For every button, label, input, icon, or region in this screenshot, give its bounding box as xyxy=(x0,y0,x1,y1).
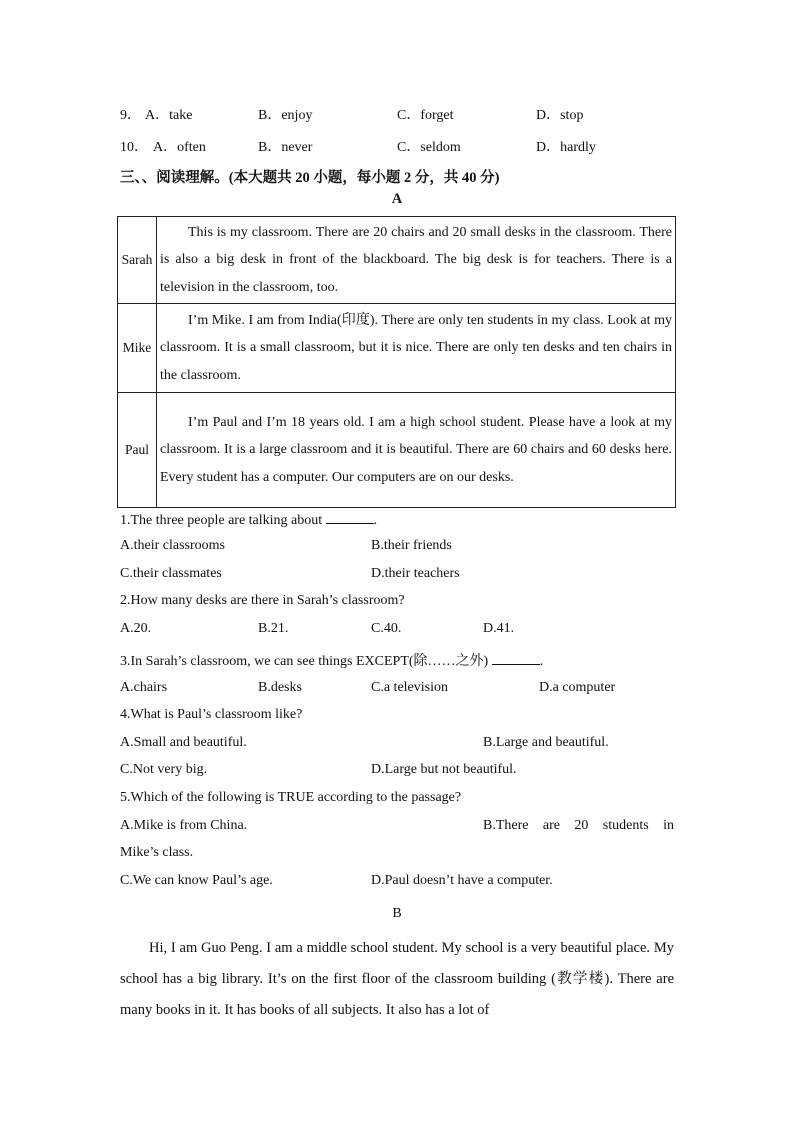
section-title: 三、、阅读理解。(本大题共 20 小题，每小题 2 分，共 40 分) xyxy=(120,170,500,186)
option-a: A.chairs xyxy=(120,680,168,695)
option-c: C．forget xyxy=(397,108,454,123)
answer-blank xyxy=(492,652,540,665)
option-d: D.their teachers xyxy=(371,566,460,581)
question-2: 2.How many desks are there in Sarah’s classroom? xyxy=(120,593,405,608)
passage-text: This is my classroom. There are 20 chairs and 20 small desks in the classroom. There is also a big desk in front of the blackboard. The big desk is for teachers. There is a television in the classroom, too. xyxy=(160,224,672,295)
question-1: 1.The three people are talking about . xyxy=(120,513,378,528)
speaker-name: Paul xyxy=(118,393,157,508)
speaker-name: Sarah xyxy=(118,217,157,304)
option-b: B.desks xyxy=(258,680,302,695)
question-5: 5.Which of the following is TRUE according to the passage? xyxy=(120,790,462,805)
passage-row-sarah xyxy=(118,217,676,304)
passage-text: I’m Mike. I am from India(印度). There are only ten students in my class. Look at my classroom. It is a small classroom, but it is nice. There are only ten desks and ten chairs in the classroom. xyxy=(160,312,672,383)
option-d: D.Paul doesn’t have a computer. xyxy=(371,873,553,888)
part-b-label: B xyxy=(392,906,402,921)
passage-row-mike xyxy=(118,304,676,393)
option-a: A.Mike is from China. xyxy=(120,818,248,833)
part-a-label: A xyxy=(391,191,403,207)
answer-blank xyxy=(326,511,374,524)
option-c: C.40. xyxy=(371,621,402,636)
question-stem: 3.In Sarah’s classroom, we can see things EXCEPT(除……之外) xyxy=(120,654,489,669)
option-a: A.20. xyxy=(120,621,152,636)
question-3: 3.In Sarah’s classroom, we can see things EXCEPT(除……之外) . xyxy=(120,654,544,669)
option-d: D.Large but not beautiful. xyxy=(371,762,517,777)
option-c: C.Not very big. xyxy=(120,762,208,777)
option-c: C.a television xyxy=(371,680,448,695)
question-9-number: 9． xyxy=(120,108,141,123)
option-c: C.We can know Paul’s age. xyxy=(120,873,273,888)
passage-table xyxy=(117,216,676,508)
option-b: B．enjoy xyxy=(258,108,313,123)
passage-b-text: Hi, I am Guo Peng. I am a middle school student. My school is a very beautiful place. My school has a big library. It’s on the first floor of the classroom building (教学楼). There are many books in it. It has books of all subjects. It also has a lot of xyxy=(120,940,674,1018)
option-a: A．often xyxy=(153,140,206,155)
option-d: D．hardly xyxy=(536,140,596,155)
option-b: B.Large and beautiful. xyxy=(483,735,609,750)
question-stem: 1.The three people are talking about xyxy=(120,513,323,528)
passage-text: I’m Paul and I’m 18 years old. I am a high school student. Please have a look at my classroom. It is a large classroom and it is beautiful. There are 60 chairs and 60 desks here. Every student has a computer. Our computers are on our desks. xyxy=(160,414,672,485)
option-b: B.There are 20 students in xyxy=(483,818,674,833)
option-b: B.21. xyxy=(258,621,289,636)
question-10-number: 10． xyxy=(120,140,148,155)
question-4: 4.What is Paul’s classroom like? xyxy=(120,707,303,722)
option-b: B．never xyxy=(258,140,313,155)
option-c: C.their classmates xyxy=(120,566,222,581)
option-b: B.their friends xyxy=(371,538,452,553)
option-b-continuation: Mike’s class. xyxy=(120,845,194,860)
option-d: D．stop xyxy=(536,108,584,123)
option-d: D.41. xyxy=(483,621,515,636)
option-a: A.Small and beautiful. xyxy=(120,735,247,750)
option-d: D.a computer xyxy=(539,680,616,695)
option-c: C．seldom xyxy=(397,140,461,155)
speaker-name: Mike xyxy=(118,304,157,393)
option-a: A.their classrooms xyxy=(120,538,225,553)
passage-row-paul xyxy=(118,393,676,508)
option-a: A．take xyxy=(145,108,193,123)
